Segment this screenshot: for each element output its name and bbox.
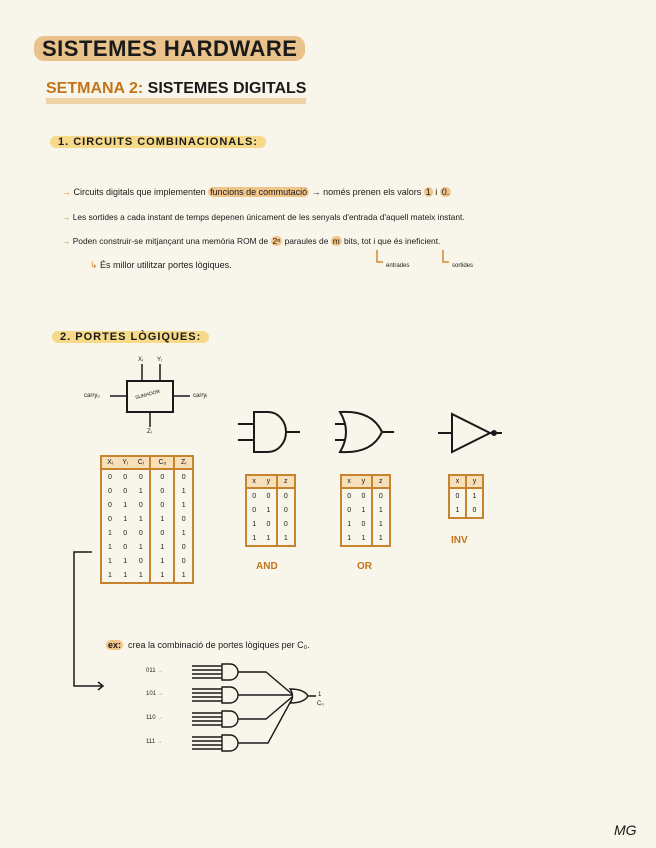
table-cell: 1 (174, 526, 193, 540)
table-cell: 0 (108, 515, 112, 523)
table-cell: 1 (150, 568, 174, 583)
table-cell: 1 (277, 531, 295, 546)
table-cell: 0 (138, 473, 143, 481)
table-cell: 0 (347, 506, 352, 514)
table-row (449, 488, 483, 503)
and-label: AND (256, 561, 278, 572)
adder-label: SUMADOR (134, 388, 161, 402)
table-cell: 0 (252, 492, 257, 500)
table-cell: 1 (108, 529, 112, 537)
table-cell: 1 (123, 557, 128, 565)
table-cell: 1 (138, 571, 143, 579)
and-truth-table: x y z 0 0 0 0 1 0 1 0 0 1 1 1 (245, 474, 296, 547)
table-row (341, 531, 390, 546)
table-cell: 0 (123, 487, 128, 495)
or-gate-icon (335, 412, 394, 452)
inv-truth-table: x y 0 1 1 0 (448, 474, 484, 519)
table-cell: 0 (466, 503, 483, 518)
table-cell: 0 (138, 501, 143, 509)
line-1: → Circuits digitals que implementen funcions de commutació → només prenen els valors 1 i 0. (62, 187, 450, 197)
table-cell: 1 (108, 543, 112, 551)
table-cell: 1 (123, 515, 128, 523)
table-cell: 1 (347, 534, 352, 542)
table-row (246, 503, 295, 517)
table-cell: 1 (138, 487, 143, 495)
subtitle: SETMANA 2: SISTEMES DIGITALS (46, 80, 306, 104)
table-cell: 0 (108, 473, 112, 481)
input-x-label: Xᵢ (138, 357, 143, 363)
table-cell: 0 (150, 526, 174, 540)
note-inputs: entrades (386, 263, 410, 269)
table-row (101, 568, 193, 583)
table-cell: 1 (466, 488, 483, 503)
table-cell: 0 (277, 517, 295, 531)
table-cell: 0 (138, 529, 143, 537)
or-label: OR (357, 561, 372, 572)
input-y-label: Yᵢ (157, 357, 162, 363)
table-row (101, 469, 193, 484)
table-row (246, 517, 295, 531)
table-cell: 1 (108, 557, 112, 565)
table-cell: 0 (372, 488, 390, 503)
table-cell: 1 (174, 484, 193, 498)
line-2: → Les sortides a cada instant de temps depenen únicament de les senyals d'entrada d'aquell mateix instant. (62, 212, 465, 222)
inv-label: INV (451, 535, 468, 546)
example-input-3: 110 → (146, 715, 164, 721)
table-row (101, 484, 193, 498)
table-cell: 0 (108, 501, 112, 509)
example-input-2: 101 → (146, 691, 164, 697)
table-row (101, 526, 193, 540)
signature: MG (614, 822, 637, 838)
table-cell: 0 (138, 557, 143, 565)
table-row (101, 540, 193, 554)
table-cell: 1 (455, 506, 460, 514)
table-cell: 1 (150, 554, 174, 568)
table-cell: 0 (266, 492, 271, 500)
table-cell: 1 (138, 543, 143, 551)
table-row (449, 503, 483, 518)
table-cell: 0 (174, 469, 193, 484)
table-row (246, 488, 295, 503)
example-input-1: 011 → (146, 668, 164, 674)
section1-heading: 1. CIRCUITS COMBINACIONALS: (50, 136, 266, 148)
table-cell: 0 (150, 469, 174, 484)
table-cell: 0 (174, 554, 193, 568)
example-prompt: ex: crea la combinació de portes lògiques per C₀. (108, 640, 310, 650)
table-cell: 0 (150, 498, 174, 512)
table-cell: 1 (361, 506, 366, 514)
table-cell: 1 (138, 515, 143, 523)
table-cell: 0 (361, 492, 366, 500)
table-cell: 0 (252, 506, 257, 514)
table-row (101, 554, 193, 568)
table-cell: 1 (252, 520, 257, 528)
table-row (341, 488, 390, 503)
table-cell: 0 (277, 503, 295, 517)
table-cell: 1 (150, 540, 174, 554)
table-cell: 1 (347, 520, 352, 528)
or-truth-table: x y z 0 0 0 0 1 1 1 0 1 1 1 1 (340, 474, 391, 547)
table-cell: 0 (108, 487, 112, 495)
table-cell: 1 (266, 506, 271, 514)
table-cell: 0 (123, 473, 128, 481)
table-row (341, 517, 390, 531)
table-cell: 1 (372, 503, 390, 517)
table-cell: 0 (174, 512, 193, 526)
table-row (246, 531, 295, 546)
table-cell: 1 (252, 534, 257, 542)
carry-in-label: carryᵢ (193, 393, 208, 399)
note-outputs: sortides (452, 263, 474, 269)
output-z-label: Zᵢ (147, 429, 152, 435)
adder-truth-table: Xᵢ Yᵢ Cᵢ Cₒ Zᵢ 0 0 0 0 0 0 0 1 0 1 0 1 0 0 1 0 1 1 1 0 1 0 0 0 1 1 0 1 1 0 1 1 0 1 0 1 1 1 1 1 (100, 455, 194, 584)
example-output: 1 (318, 692, 322, 698)
and-gate-icon (238, 412, 300, 452)
table-row (341, 503, 390, 517)
table-row (101, 498, 193, 512)
table-cell: 1 (361, 534, 366, 542)
table-cell: 0 (123, 529, 128, 537)
carry-out-label: carryₒ (84, 393, 100, 399)
table-cell: 0 (277, 488, 295, 503)
table-row (101, 512, 193, 526)
table-cell: 0 (347, 492, 352, 500)
table-cell: 1 (174, 568, 193, 583)
table-cell: 1 (108, 571, 112, 579)
table-cell: 1 (123, 501, 128, 509)
page-title: SISTEMES HARDWARE (34, 36, 305, 62)
table-cell: 1 (372, 531, 390, 546)
table-cell: 0 (123, 543, 128, 551)
example-input-4: 111 → (146, 739, 163, 745)
table-cell: 0 (174, 540, 193, 554)
table-cell: 1 (150, 512, 174, 526)
example-output-label: C₀ (317, 701, 324, 707)
table-cell: 1 (123, 571, 128, 579)
table-cell: 1 (266, 534, 271, 542)
table-cell: 0 (266, 520, 271, 528)
table-cell: 0 (455, 492, 460, 500)
table-cell: 0 (150, 484, 174, 498)
table-cell: 0 (361, 520, 366, 528)
section2-heading: 2. PORTES LÒGIQUES: (52, 331, 209, 343)
line-4: ↳ És millor utilitzar portes lògiques. (90, 260, 232, 270)
line-3: → Poden construir-se mitjançant una memòria ROM de 2ⁿ paraules de m bits, tot i que és ineficient. (62, 236, 441, 246)
table-cell: 1 (372, 517, 390, 531)
table-cell: 1 (174, 498, 193, 512)
